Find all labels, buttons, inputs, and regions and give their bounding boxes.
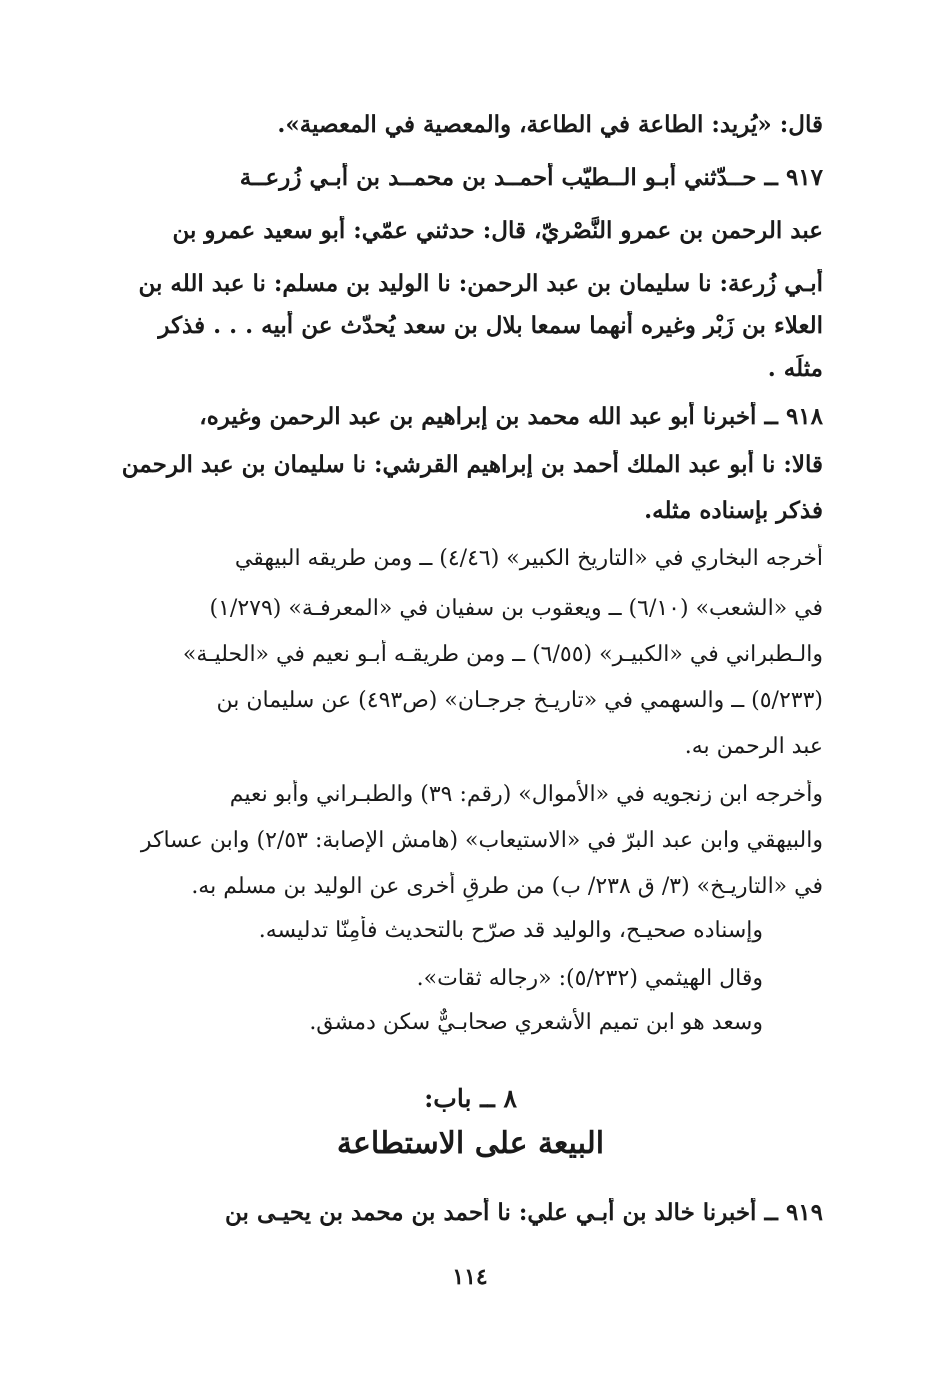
takhrij-line: والبيهقي وابن عبد البرّ في «الاستيعاب» (هامش الإصابة: ٢/٥٣) وابن عساكر (140, 828, 823, 853)
takhrij-line: في «الشعب» (٦/١٠) ــ ويعقوب بن سفيان في «المعرفـة» (١/٢٧٩) (209, 596, 823, 621)
page-number: ١١٤ (452, 1264, 488, 1290)
hadith-919-line: ٩١٩ ــ أخبرنا خالد بن أبـي علي: نا أحمد بن محمد بن يحيـى بن (225, 1199, 823, 1226)
hadith-918-line: قالا: نا أبو عبد الملك أحمد بن إبراهيم القرشي: نا سليمان بن عبد الرحمن (121, 451, 823, 478)
chapter-title: البيعة على الاستطاعة (336, 1126, 605, 1161)
takhrij-line: في «التاريـخ» (٣/ ق ٢٣٨/ ب) من طرقٍ أخرى عن الوليد بن مسلم به. (191, 874, 823, 899)
takhrij-line: وأخرجه ابن زنجويه في «الأموال» (رقم: ٣٩) والطبـراني وأبو نعيم (229, 782, 823, 807)
takhrij-line: والـطبراني في «الكبيـر» (٦/٥٥) ــ ومن طريقـه أبـو نعيم في «الحليـة» (182, 642, 823, 667)
note-line: وإسناده صحيـح، والوليد قد صرّح بالتحديث فأمِنّا تدليسه. (258, 918, 763, 943)
hadith-917-line: ٩١٧ ــ حــدّثني أبـو الــطيّب أحمــد بن محمــد بن أبـي زُرعــة (239, 164, 823, 191)
text-line: قال: «يُريد: الطاعة في الطاعة، والمعصية في المعصية». (277, 111, 823, 138)
hadith-918-line: فذكر بإسناده مثله. (644, 497, 823, 524)
note-line: وقال الهيثمي (٥/٢٣٢): «رجاله ثقات». (416, 966, 763, 991)
hadith-917-line: أبـي زُرعة: نا سليمان بن عبد الرحمن: نا الوليد بن مسلم: نا عبد الله بن (138, 270, 823, 297)
chapter-number: ٨ ــ باب: (424, 1084, 517, 1113)
takhrij-line: (٥/٢٣٣) ــ والسهمي في «تاريـخ جرجـان» (ص٤٩٣) عن سليمان بن (216, 688, 823, 713)
takhrij-line: عبد الرحمن به. (684, 734, 823, 759)
note-line: وسعد هو ابن تميم الأشعري صحابـيٌّ سكن دمشق. (309, 1010, 763, 1035)
takhrij-line: أخرجه البخاري في «التاريخ الكبير» (٤/٤٦) ــ ومن طريقه البيهقي (234, 546, 823, 571)
hadith-917-line: عبد الرحمن بن عمرو النَّصْريّ، قال: حدثني عمّي: أبو سعيد عمرو بن (172, 217, 823, 244)
hadith-918-line: ٩١٨ ــ أخبرنا أبو عبد الله محمد بن إبراهيم بن عبد الرحمن وغيره، (199, 403, 823, 430)
hadith-917-line: مثلَه . (767, 355, 823, 382)
hadith-917-line: العلاء بن زَبْر وغيره أنهما سمعا بلال بن سعد يُحدّث عن أبيه . . . فذكر (158, 312, 823, 339)
